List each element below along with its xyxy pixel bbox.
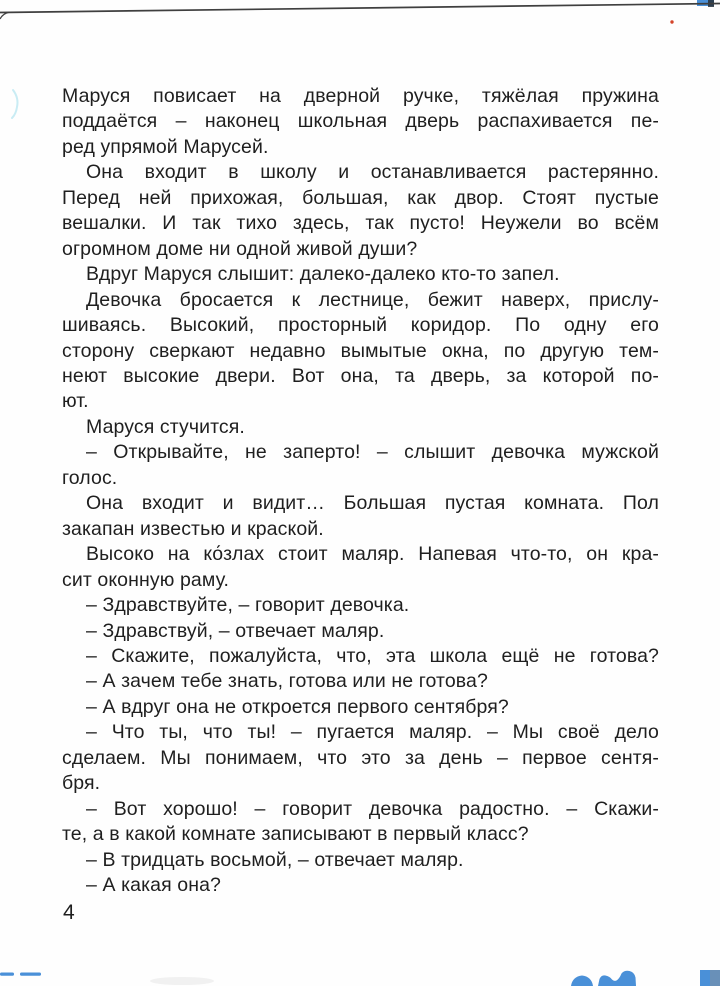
text-line: – Скажите, пожалуйста, что, эта школа ещё не готова? — [86, 644, 659, 667]
text-line: неют высокие двери. Вот она, та дверь, за которой по- — [62, 364, 659, 387]
text-line: – А какая она? — [86, 874, 221, 897]
red-speck-icon — [670, 20, 673, 23]
text-line: голос. — [62, 466, 118, 489]
text-line: – В тридцать восьмой, – отвечает маляр. — [86, 848, 464, 871]
cutoff-corner-block-shade — [710, 970, 720, 986]
cutoff-letter-wave — [598, 971, 636, 986]
text-line: – Здравствуй, – отвечает маляр. — [86, 619, 385, 642]
text-line: шиваясь. Высокий, просторный коридор. По одну его — [62, 314, 659, 337]
text-line: Перед ней прихожая, большая, как двор. Стоят пустые — [62, 186, 659, 209]
text-line: поддаётся – наконец школьная дверь распахивается пе- — [62, 110, 659, 133]
text-line: Высоко на ко́злах стоит маляр. Напевая что-то, он кра- — [86, 543, 659, 566]
top-rule-line — [0, 4, 720, 13]
text-line: – А вдруг она не откроется первого сентября? — [86, 695, 509, 718]
scan-smudge — [150, 977, 214, 985]
text-line: – Здравствуйте, – говорит девочка. — [86, 594, 410, 617]
text-line: сделаем. Мы понимаем, что это за день – первое сентя- — [62, 746, 659, 769]
story-text — [62, 84, 659, 899]
cutoff-letter-hump — [571, 976, 593, 986]
text-line: бря. — [62, 772, 101, 795]
text-line: – Открывайте, не заперто! – слышит девочка мужской — [86, 441, 659, 464]
text-line: Маруся стучится. — [86, 415, 245, 438]
bottom-dash-left — [0, 973, 14, 976]
text-line: ред упрямой Марусей. — [62, 135, 269, 158]
margin-mark-icon — [0, 84, 30, 124]
text-line: сит оконную раму. — [62, 568, 229, 591]
text-line: сторону сверкают недавно вымытые окна, по другую тем- — [62, 339, 659, 362]
text-line: Она входит и видит… Большая пустая комната. Пол — [86, 492, 659, 515]
text-line: ют. — [62, 390, 89, 413]
bottom-dash-right — [20, 973, 41, 976]
text-line: те, а в какой комнате записывают в первый класс? — [62, 823, 529, 846]
bottom-page-edge — [0, 969, 720, 986]
text-line: вешалки. И так тихо здесь, так пусто! Неужели во всём — [62, 212, 659, 235]
text-line: Она входит в школу и останавливается растерянно. — [86, 161, 659, 184]
page-number: 4 — [63, 901, 75, 924]
text-line: закапан известью и краской. — [62, 517, 324, 540]
text-line: Вдруг Маруся слышит: далеко-далеко кто-то запел. — [86, 263, 560, 286]
text-line: – Что ты, что ты! – пугается маляр. – Мы своё дело — [86, 721, 659, 744]
text-line: – Вот хорошо! – говорит девочка радостно. – Скажи- — [86, 797, 659, 820]
text-line: Девочка бросается к лестнице, бежит наверх, прислу- — [86, 288, 659, 311]
text-line: – А зачем тебе знать, готова или не готова? — [86, 670, 488, 693]
text-line: Маруся повисает на дверной ручке, тяжёлая пружина — [62, 85, 659, 107]
text-line: огромном доме ни одной живой души? — [62, 237, 418, 260]
top-page-edge — [0, 0, 720, 30]
